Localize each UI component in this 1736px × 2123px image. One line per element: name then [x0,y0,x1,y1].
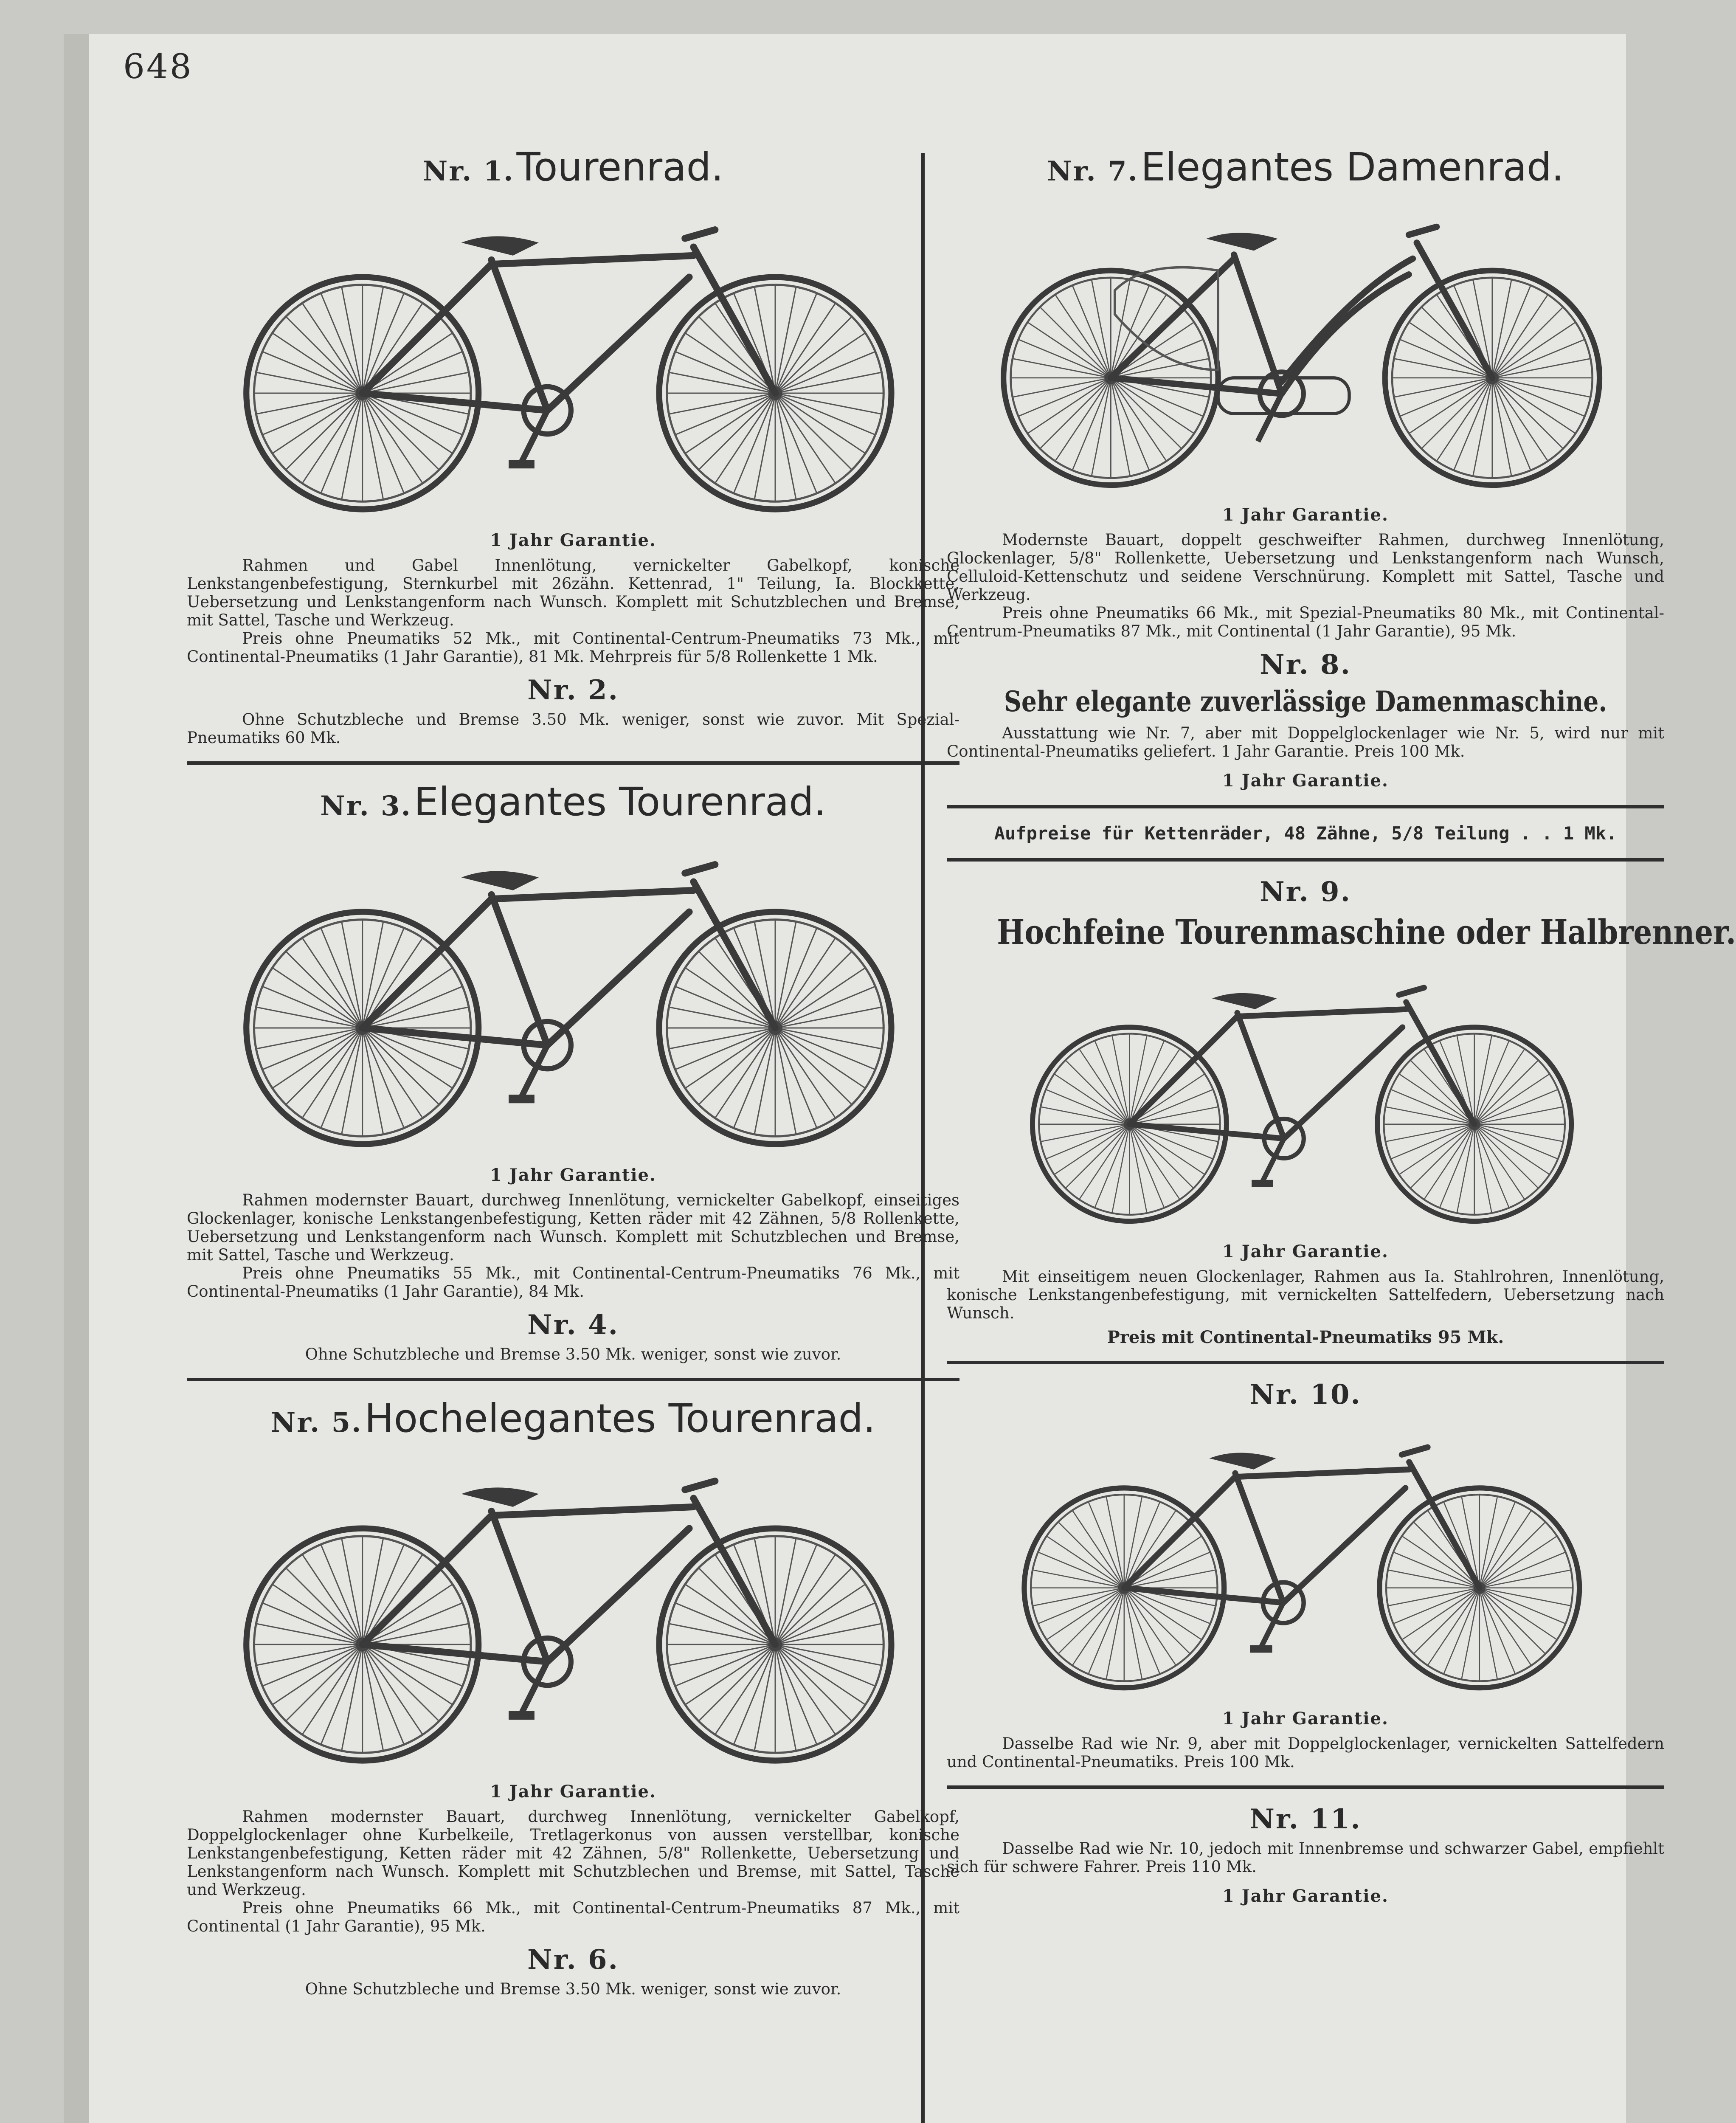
nr3-description: Rahmen modernster Bauart, durchweg Innenlötung, vernickelter Gabelkopf, einseitiges Glockenlager, konische Lenkstangenbefestigung, Ketten räder mit 42 Zähnen, 5/8 Rollenkette, Uebersetzung und Lenkstangenform nach Wunsch. Komplett mit Schutzblechen und Bremse, mit Sattel, Tasche und Werkzeug. [187,1191,959,1264]
nr6-number: Nr. 6. [527,1944,619,1976]
separator [947,805,1664,808]
nr7-garantie: 1 Jahr Garantie. [1222,505,1389,525]
left-column [187,144,959,1998]
nr7-description: Modernste Bauart, doppelt geschweifter Rahmen, durchweg Innenlötung, Glockenlager, 5/8" Rollenkette, Uebersetzung und Lenkstangenform nach Wunsch, Celluloid-Kettenschutz und seidene Verschnürung. Komplett mit Sattel, Tasche und Werkzeug. [947,531,1664,604]
nr6-description: Ohne Schutzbleche und Bremse 3.50 Mk. weniger, sonst wie zuvor. [305,1980,841,1998]
nr9-number: Nr. 9. [1260,876,1351,908]
bicycle-illustration-nr3 [238,832,909,1155]
nr9-garantie: 1 Jahr Garantie. [1222,1242,1389,1261]
item-nr5 [187,1396,959,1998]
aufpreis-note: Aufpreise für Kettenräder, 48 Zähne, 5/8 Teilung . . 1 Mk. [994,823,1617,844]
separator [187,1378,959,1381]
right-column [947,144,1736,1912]
nr8-description: Ausstattung wie Nr. 7, aber mit Doppelglockenlager wie Nr. 5, wird nur mit Continental-Pneumatiks geliefert. 1 Jahr Garantie. Preis 100 Mk. [947,724,1664,760]
nr9-description: Mit einseitigem neuen Glockenlager, Rahmen aus Ia. Stahlrohren, Innenlötung, konische Lenkstangenbefestigung, mit vernickelten Sattelfedern, Uebersetzung nach Wunsch. [947,1267,1664,1322]
nr11-garantie: 1 Jahr Garantie. [1222,1886,1389,1906]
nr5-title: Hochelegantes Tourenrad. [364,1396,876,1441]
nr4-number: Nr. 4. [527,1309,619,1341]
nr10-number: Nr. 10. [1249,1379,1362,1411]
bicycle-illustration-nr5 [238,1449,909,1771]
nr2-number: Nr. 2. [527,674,619,706]
separator [947,858,1664,862]
page-number: 648 [123,47,193,86]
nr10-description: Dasselbe Rad wie Nr. 9, aber mit Doppelglockenlager, vernickelten Sattelfedern und Continental-Pneumatiks. Preis 100 Mk. [947,1734,1664,1771]
nr1-garantie: 1 Jahr Garantie. [490,530,656,550]
nr2-description: Ohne Schutzbleche und Bremse 3.50 Mk. weniger, sonst wie zuvor. Mit Spezial-Pneumatiks 60 Mk. [187,710,959,747]
nr11-number: Nr. 11. [1249,1803,1362,1835]
nr7-number: Nr. 7. [1047,155,1139,187]
nr5-description: Rahmen modernster Bauart, durchweg Innenlötung, vernickelter Gabelkopf, Doppelglockenlager ohne Kurbelkeile, Tretlagerkonus von aussen verstellbar, konische Lenkstangenbefestigung, Ketten räder mit 42 Zähnen, 5/8" Rollenkette, Uebersetzung und Lenkstangenform nach Wunsch. Komplett mit Schutzblechen und Bremse, mit Sattel, Tasche und Werkzeug. [187,1808,959,1899]
separator [947,1785,1664,1789]
nr9-price: Preis mit Continental-Pneumatiks 95 Mk. [1107,1327,1504,1347]
nr8-number: Nr. 8. [1260,649,1351,681]
nr5-number: Nr. 5. [270,1407,363,1439]
item-nr7 [947,144,1664,791]
nr10-garantie: 1 Jahr Garantie. [1222,1709,1389,1729]
nr7-price: Preis ohne Pneumatiks 66 Mk., mit Spezial-Pneumatiks 80 Mk., mit Continental-Centrum-Pneumatiks 87 Mk., mit Continental (1 Jahr Garantie), 95 Mk. [947,604,1664,640]
bicycle-illustration-nr1 [238,197,909,520]
item-nr11 [947,1803,1664,1906]
nr9-title: Hochfeine Tourenmaschine oder Halbrenner. [997,912,1736,952]
nr1-price: Preis ohne Pneumatiks 52 Mk., mit Continental-Centrum-Pneumatiks 73 Mk., mit Continental-Pneumatiks (1 Jahr Garantie), 81 Mk. Mehrpreis für 5/8 Rollenkette 1 Mk. [187,629,959,666]
nr8-title: Sehr elegante zuverlässige Damenmaschine. [1004,685,1607,718]
item-nr1 [187,144,959,747]
item-nr10 [947,1379,1664,1771]
bicycle-illustration-nr9 [1025,960,1586,1231]
nr7-title: Elegantes Damenrad. [1140,144,1564,190]
bicycle-illustration-nr10 [1017,1418,1594,1698]
nr3-price: Preis ohne Pneumatiks 55 Mk., mit Continental-Centrum-Pneumatiks 76 Mk., mit Continental-Pneumatiks (1 Jahr Garantie), 84 Mk. [187,1264,959,1301]
bicycle-illustration-nr7 [996,197,1615,495]
nr4-description: Ohne Schutzbleche und Bremse 3.50 Mk. weniger, sonst wie zuvor. [305,1345,841,1363]
nr3-number: Nr. 3. [320,790,412,822]
separator [947,1361,1664,1364]
item-nr3 [187,779,959,1363]
nr11-description: Dasselbe Rad wie Nr. 10, jedoch mit Innenbremse und schwarzer Gabel, empfiehlt sich für schwere Fahrer. Preis 110 Mk. [947,1839,1664,1876]
nr1-number: Nr. 1. [422,155,515,187]
nr1-title: Tourenrad. [516,144,724,190]
nr3-title: Elegantes Tourenrad. [414,779,826,825]
nr3-garantie: 1 Jahr Garantie. [490,1165,656,1185]
separator [187,761,959,765]
nr5-price: Preis ohne Pneumatiks 66 Mk., mit Continental-Centrum-Pneumatiks 87 Mk., mit Continental (1 Jahr Garantie), 95 Mk. [187,1899,959,1935]
nr1-description: Rahmen und Gabel Innenlötung, vernickelter Gabelkopf, konische Lenkstangenbefestigung, Sternkurbel mit 26zähn. Kettenrad, 1" Teilung, Ia. Blockkette, Uebersetzung und Lenkstangenform nach Wunsch. Komplett mit Schutzblechen und Bremse, mit Sattel, Tasche und Werkzeug. [187,556,959,629]
nr5-garantie: 1 Jahr Garantie. [490,1782,656,1802]
nr8-garantie: 1 Jahr Garantie. [1222,771,1389,791]
item-nr9 [947,876,1736,1347]
catalog-page [64,34,1736,2123]
